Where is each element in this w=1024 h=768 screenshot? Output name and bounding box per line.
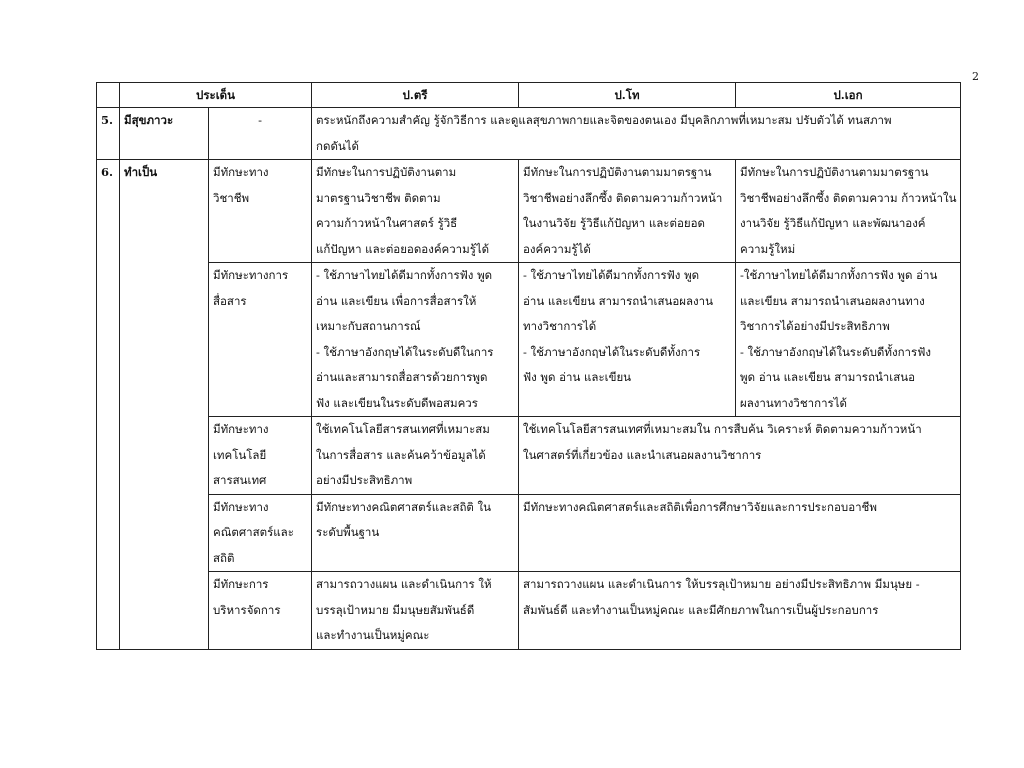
management-sub xyxy=(209,572,312,650)
text-line: แก้ปัญหา และต่อยอดองค์ความรู้ได้ xyxy=(316,241,490,256)
text-line: สัมพันธ์ดี และทำงานเป็นหมู่คณะ และมีศักยภาพในการเป็นผู้ประกอบการ xyxy=(523,602,879,617)
math-sub xyxy=(209,494,312,572)
text-line: อ่าน และเขียน สามารถนำเสนอผลงาน xyxy=(523,293,713,308)
text-line: - ใช้ภาษาไทยได้ดีมากทั้งการฟัง พูด xyxy=(316,268,493,282)
row-practice-topic: ทำเป็น xyxy=(120,160,209,650)
text-line: มีทักษะในการปฏิบัติงานตาม xyxy=(316,165,457,179)
row-communication-skill xyxy=(97,263,961,417)
professional-sub xyxy=(209,160,312,263)
text-line: มีทักษะทาง xyxy=(213,499,269,514)
text-line: ตระหนักถึงความสำคัญ รู้จักวิธีการ และดูแลสุขภาพกายและจิตของตนเอง มีบุคลิกภาพที่เหมาะสม ปรับตัวได้ ทนสภาพ xyxy=(316,113,892,127)
text-line: ความก้าวหน้าในศาสตร์ รู้วิธี xyxy=(316,216,458,230)
text-line: วิชาการได้อย่างมีประสิทธิภาพ xyxy=(740,319,890,333)
row-management-skill xyxy=(97,572,961,650)
row-health xyxy=(97,108,961,160)
it-sub xyxy=(209,417,312,495)
text-line: ความรู้ใหม่ xyxy=(740,241,796,256)
text-line: ทางวิชาการได้ xyxy=(523,319,597,333)
communication-master xyxy=(519,263,736,417)
math-graduate xyxy=(519,494,961,572)
text-line: มาตรฐานวิชาชีพ ติดตาม xyxy=(316,190,441,205)
text-line: บรรลุเป้าหมาย มีมนุษยสัมพันธ์ดี xyxy=(316,602,475,617)
text-line: ใช้เทคโนโลยีสารสนเทศที่เหมาะสม xyxy=(316,422,490,436)
text-line: เหมาะกับสถานการณ์ xyxy=(316,319,421,333)
text-line: วิชาชีพอย่างลึกซึ้ง ติดตามความก้าวหน้า xyxy=(523,190,723,205)
text-line: สามารถวางแผน และดำเนินการ ให้ xyxy=(316,577,492,591)
header-topic: ประเด็น xyxy=(120,83,312,108)
text-line: องค์ความรู้ได้ xyxy=(523,241,591,256)
text-line: พูด อ่าน และเขียน สามารถนำเสนอ xyxy=(740,370,915,384)
text-line: มีทักษะทาง xyxy=(213,422,269,436)
text-line: และเขียน สามารถนำเสนอผลงานทาง xyxy=(740,293,925,308)
it-graduate xyxy=(519,417,961,495)
text-line: ระดับพื้นฐาน xyxy=(316,525,380,539)
text-line: และทำงานเป็นหมู่คณะ xyxy=(316,628,430,642)
row-math-skill xyxy=(97,494,961,572)
text-line: สถิติ xyxy=(213,550,235,565)
row-it-skill xyxy=(97,417,961,495)
text-line: สื่อสาร xyxy=(213,293,247,308)
text-line: กดดันได้ xyxy=(316,138,360,153)
text-line: ผลงานทางวิชาการได้ xyxy=(740,395,847,410)
text-line: เทคโนโลยี xyxy=(213,447,267,462)
header-master: ป.โท xyxy=(519,83,736,108)
text-line: สามารถวางแผน และดำเนินการ ให้บรรลุเป้าหมาย อย่างมีประสิทธิภาพ มีมนุษย - xyxy=(523,577,920,591)
text-line: ฟัง และเขียนในระดับดีพอสมควร xyxy=(316,395,478,410)
text-line: วิชาชีพ xyxy=(213,190,250,205)
text-line: มีทักษะในการปฏิบัติงานตามมาตรฐาน xyxy=(740,165,929,179)
row-health-sub: - xyxy=(209,108,312,160)
learning-outcomes-table xyxy=(96,82,961,650)
text-line: อ่านและสามารถสื่อสารด้วยการพูด xyxy=(316,370,488,384)
row-health-topic: มีสุขภาวะ xyxy=(120,108,209,160)
professional-bachelor xyxy=(312,160,519,263)
text-line: มีทักษะทางคณิตศาสตร์และสถิติ ใน xyxy=(316,499,492,514)
text-line: มีทักษะทาง xyxy=(213,165,269,179)
professional-doctor xyxy=(736,160,961,263)
text-line: - ใช้ภาษาอังกฤษได้ในระดับดีทั้งการ xyxy=(523,344,701,359)
text-line: - ใช้ภาษาไทยได้ดีมากทั้งการฟัง พูด xyxy=(523,268,700,282)
text-line: มีทักษะในการปฏิบัติงานตามมาตรฐาน xyxy=(523,165,712,179)
text-line: คณิตศาสตร์และ xyxy=(213,525,294,539)
text-line: มีทักษะการ xyxy=(213,577,269,591)
text-line: งานวิจัย รู้วิธีแก้ปัญหา และพัฒนาองค์ xyxy=(740,216,926,230)
text-line: มีทักษะทางการ xyxy=(213,268,289,282)
text-line: วิชาชีพอย่างลึกซึ้ง ติดตามความ ก้าวหน้าใน xyxy=(740,190,957,205)
text-line: สารสนเทศ xyxy=(213,473,267,487)
text-line: มีทักษะทางคณิตศาสตร์และสถิติเพื่อการศึกษาวิจัยและการประกอบอาชีพ xyxy=(523,499,877,514)
header-row xyxy=(97,83,961,108)
professional-master xyxy=(519,160,736,263)
text-line: อย่างมีประสิทธิภาพ xyxy=(316,473,413,487)
row-practice-number: 6. xyxy=(97,160,120,650)
header-bachelor: ป.ตรี xyxy=(312,83,519,108)
row-health-description xyxy=(312,108,961,160)
row-health-number: 5. xyxy=(97,108,120,160)
text-line: - ใช้ภาษาอังกฤษได้ในระดับดีทั้งการฟัง xyxy=(740,344,931,359)
row-professional-skill xyxy=(97,160,961,263)
text-line: ในการสื่อสาร และค้นคว้าข้อมูลได้ xyxy=(316,447,486,462)
text-line: ในงานวิจัย รู้วิธีแก้ปัญหา และต่อยอด xyxy=(523,216,705,230)
text-line: ฟัง พูด อ่าน และเขียน xyxy=(523,370,632,384)
management-graduate xyxy=(519,572,961,650)
page-number: 2 xyxy=(972,70,979,83)
text-line: - ใช้ภาษาอังกฤษได้ในระดับดีในการ xyxy=(316,344,494,359)
text-line: อ่าน และเขียน เพื่อการสื่อสารให้ xyxy=(316,293,477,308)
communication-doctor xyxy=(736,263,961,417)
communication-bachelor xyxy=(312,263,519,417)
header-num xyxy=(97,83,120,108)
math-bachelor xyxy=(312,494,519,572)
text-line: -ใช้ภาษาไทยได้ดีมากทั้งการฟัง พูด อ่าน xyxy=(740,268,938,282)
text-line: ในศาสตร์ที่เกี่ยวข้อง และนำเสนอผลงานวิชาการ xyxy=(523,447,762,462)
management-bachelor xyxy=(312,572,519,650)
it-bachelor xyxy=(312,417,519,495)
communication-sub xyxy=(209,263,312,417)
header-doctor: ป.เอก xyxy=(736,83,961,108)
text-line: บริหารจัดการ xyxy=(213,602,281,617)
text-line: ใช้เทคโนโลยีสารสนเทศที่เหมาะสมใน การสืบค้น วิเคราะห์ ติดตามความก้าวหน้า xyxy=(523,422,922,436)
